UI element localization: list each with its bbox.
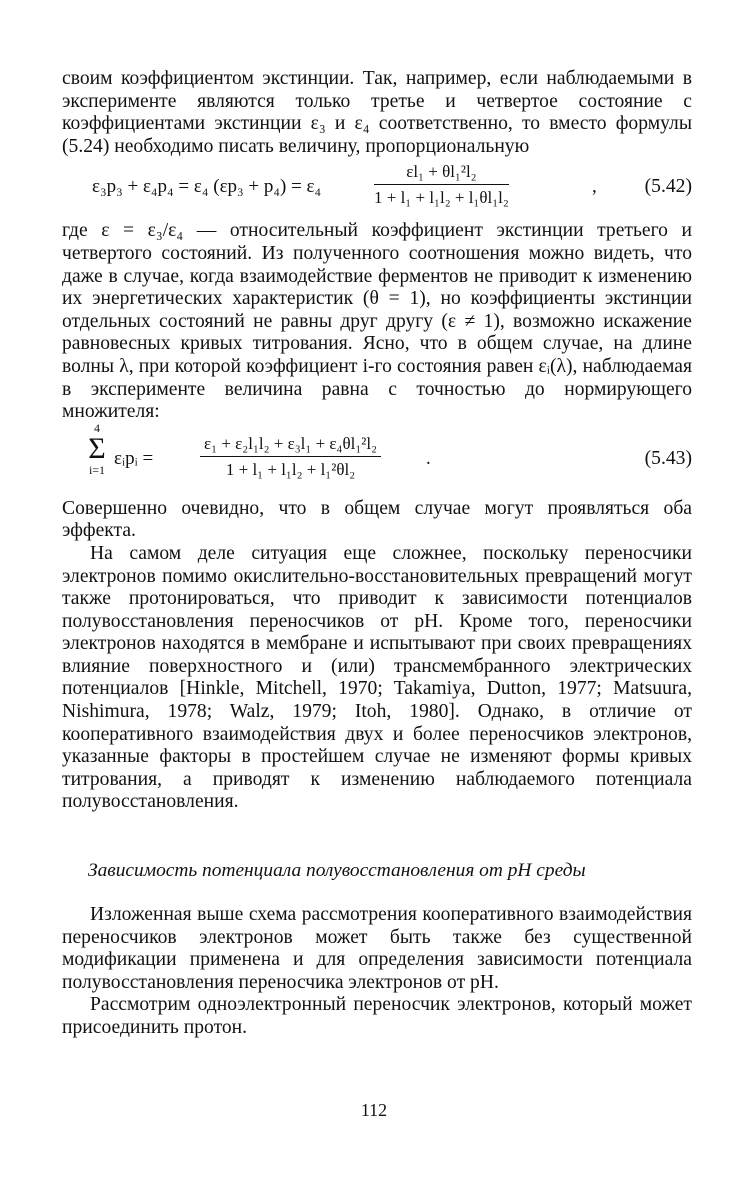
paragraph-4: На самом деле ситуация еще сложнее, поскольку переносчики электронов помимо окислительно-восстановительных превращений могут также протонироваться, что приводит к зависимости потенциалов полувосстановления переносчиков от pH. Кроме того, переносчики электронов находятся в мембране и испытывают при своих превращениях влияние поверхностного и (или) трансмембранного электрических потенциалов [Hinkle, Mitchell, 1970; Takamiya, Dutton, 1977; Matsuura, Nishimura, 1978; Walz, 1979; Itoh, 1980]. Однако, в отличие от кооперативного взаимодействия двух и более переносчиков электронов, указанные факторы в простейшем случае не изменяют формы кривых титрования, а приводят к изменению наблюдаемого потенциала полувосстановления.	[62, 542, 692, 813]
eq1-numerator: εl₁ + θl₁²l₂	[374, 162, 509, 185]
eq2-lhs: εᵢpᵢ =	[114, 447, 154, 469]
page-body	[62, 68, 692, 1040]
equation-5-42	[62, 158, 692, 220]
sum-lower-limit: i=1	[88, 462, 106, 477]
paragraph-2: где ε = ε₃/ε₄ — относительный коэффициент экстинции третьего и четвертого состояний. Из полученного соотношения можно видеть, что даже в случае, когда взаимодействие ферментов не приводит к изменению их энергетических характеристик (θ = 1), но коэффициенты экстинции отдельных состояний не равны друг другу (ε ≠ 1), возможно искажение равновесных кривых титрования. Ясно, что в общем случае, на длине волны λ, при которой коэффициент i-го состояния равен εᵢ(λ), наблюдаемая в эксперименте величина равна с точностью до нормирующего множителя:	[62, 220, 692, 423]
sigma-symbol: Σ	[88, 431, 106, 465]
paragraph-5: Изложенная выше схема рассмотрения кооперативного взаимодействия переносчиков электронов может быть также без существенной модификации применена и для определения зависимости потенциала полувосстановления переносчика электронов от pH.	[62, 904, 692, 993]
summation-sign	[84, 422, 110, 476]
eq2-numerator: ε₁ + ε₂l₁l₂ + ε₃l₁ + ε₄θl₁²l₂	[200, 434, 381, 457]
eq2-fraction	[200, 434, 381, 480]
eq1-denominator: 1 + l₁ + l₁l₂ + l₁θl₁l₂	[374, 188, 509, 208]
paragraph-3: Совершенно очевидно, что в общем случае могут проявляться оба эффекта.	[62, 497, 692, 542]
eq1-fraction	[374, 162, 509, 208]
sum-upper-limit: 4	[94, 420, 100, 435]
eq1-comma: ,	[592, 176, 597, 198]
paragraph-6: Рассмотрим одноэлектронный переносчик электронов, который может присоединить протон.	[62, 994, 692, 1038]
eq2-denominator: 1 + l₁ + l₁l₂ + l₁²θl₂	[225, 459, 356, 479]
eq1-number: (5.42)	[644, 176, 692, 198]
eq2-period: .	[426, 447, 431, 469]
paragraph-1: своим коэффициентом экстинции. Так, например, если наблюдаемыми в эксперименте являются только третье и четвертое состояние с коэффициентами экстинции ε₃ и ε₄ соответственно, то вместо формулы (5.24) необходимо писать величину, пропорциональную	[62, 68, 692, 157]
eq2-number: (5.43)	[644, 447, 692, 469]
section-heading: Зависимость потенциала полувосстановления от pH среды	[88, 860, 586, 882]
eq1-lhs: ε₃p₃ + ε₄p₄ = ε₄ (εp₃ + p₄) = ε₄	[92, 176, 322, 198]
equation-5-43	[62, 420, 692, 498]
page-number: 112	[360, 1100, 388, 1120]
